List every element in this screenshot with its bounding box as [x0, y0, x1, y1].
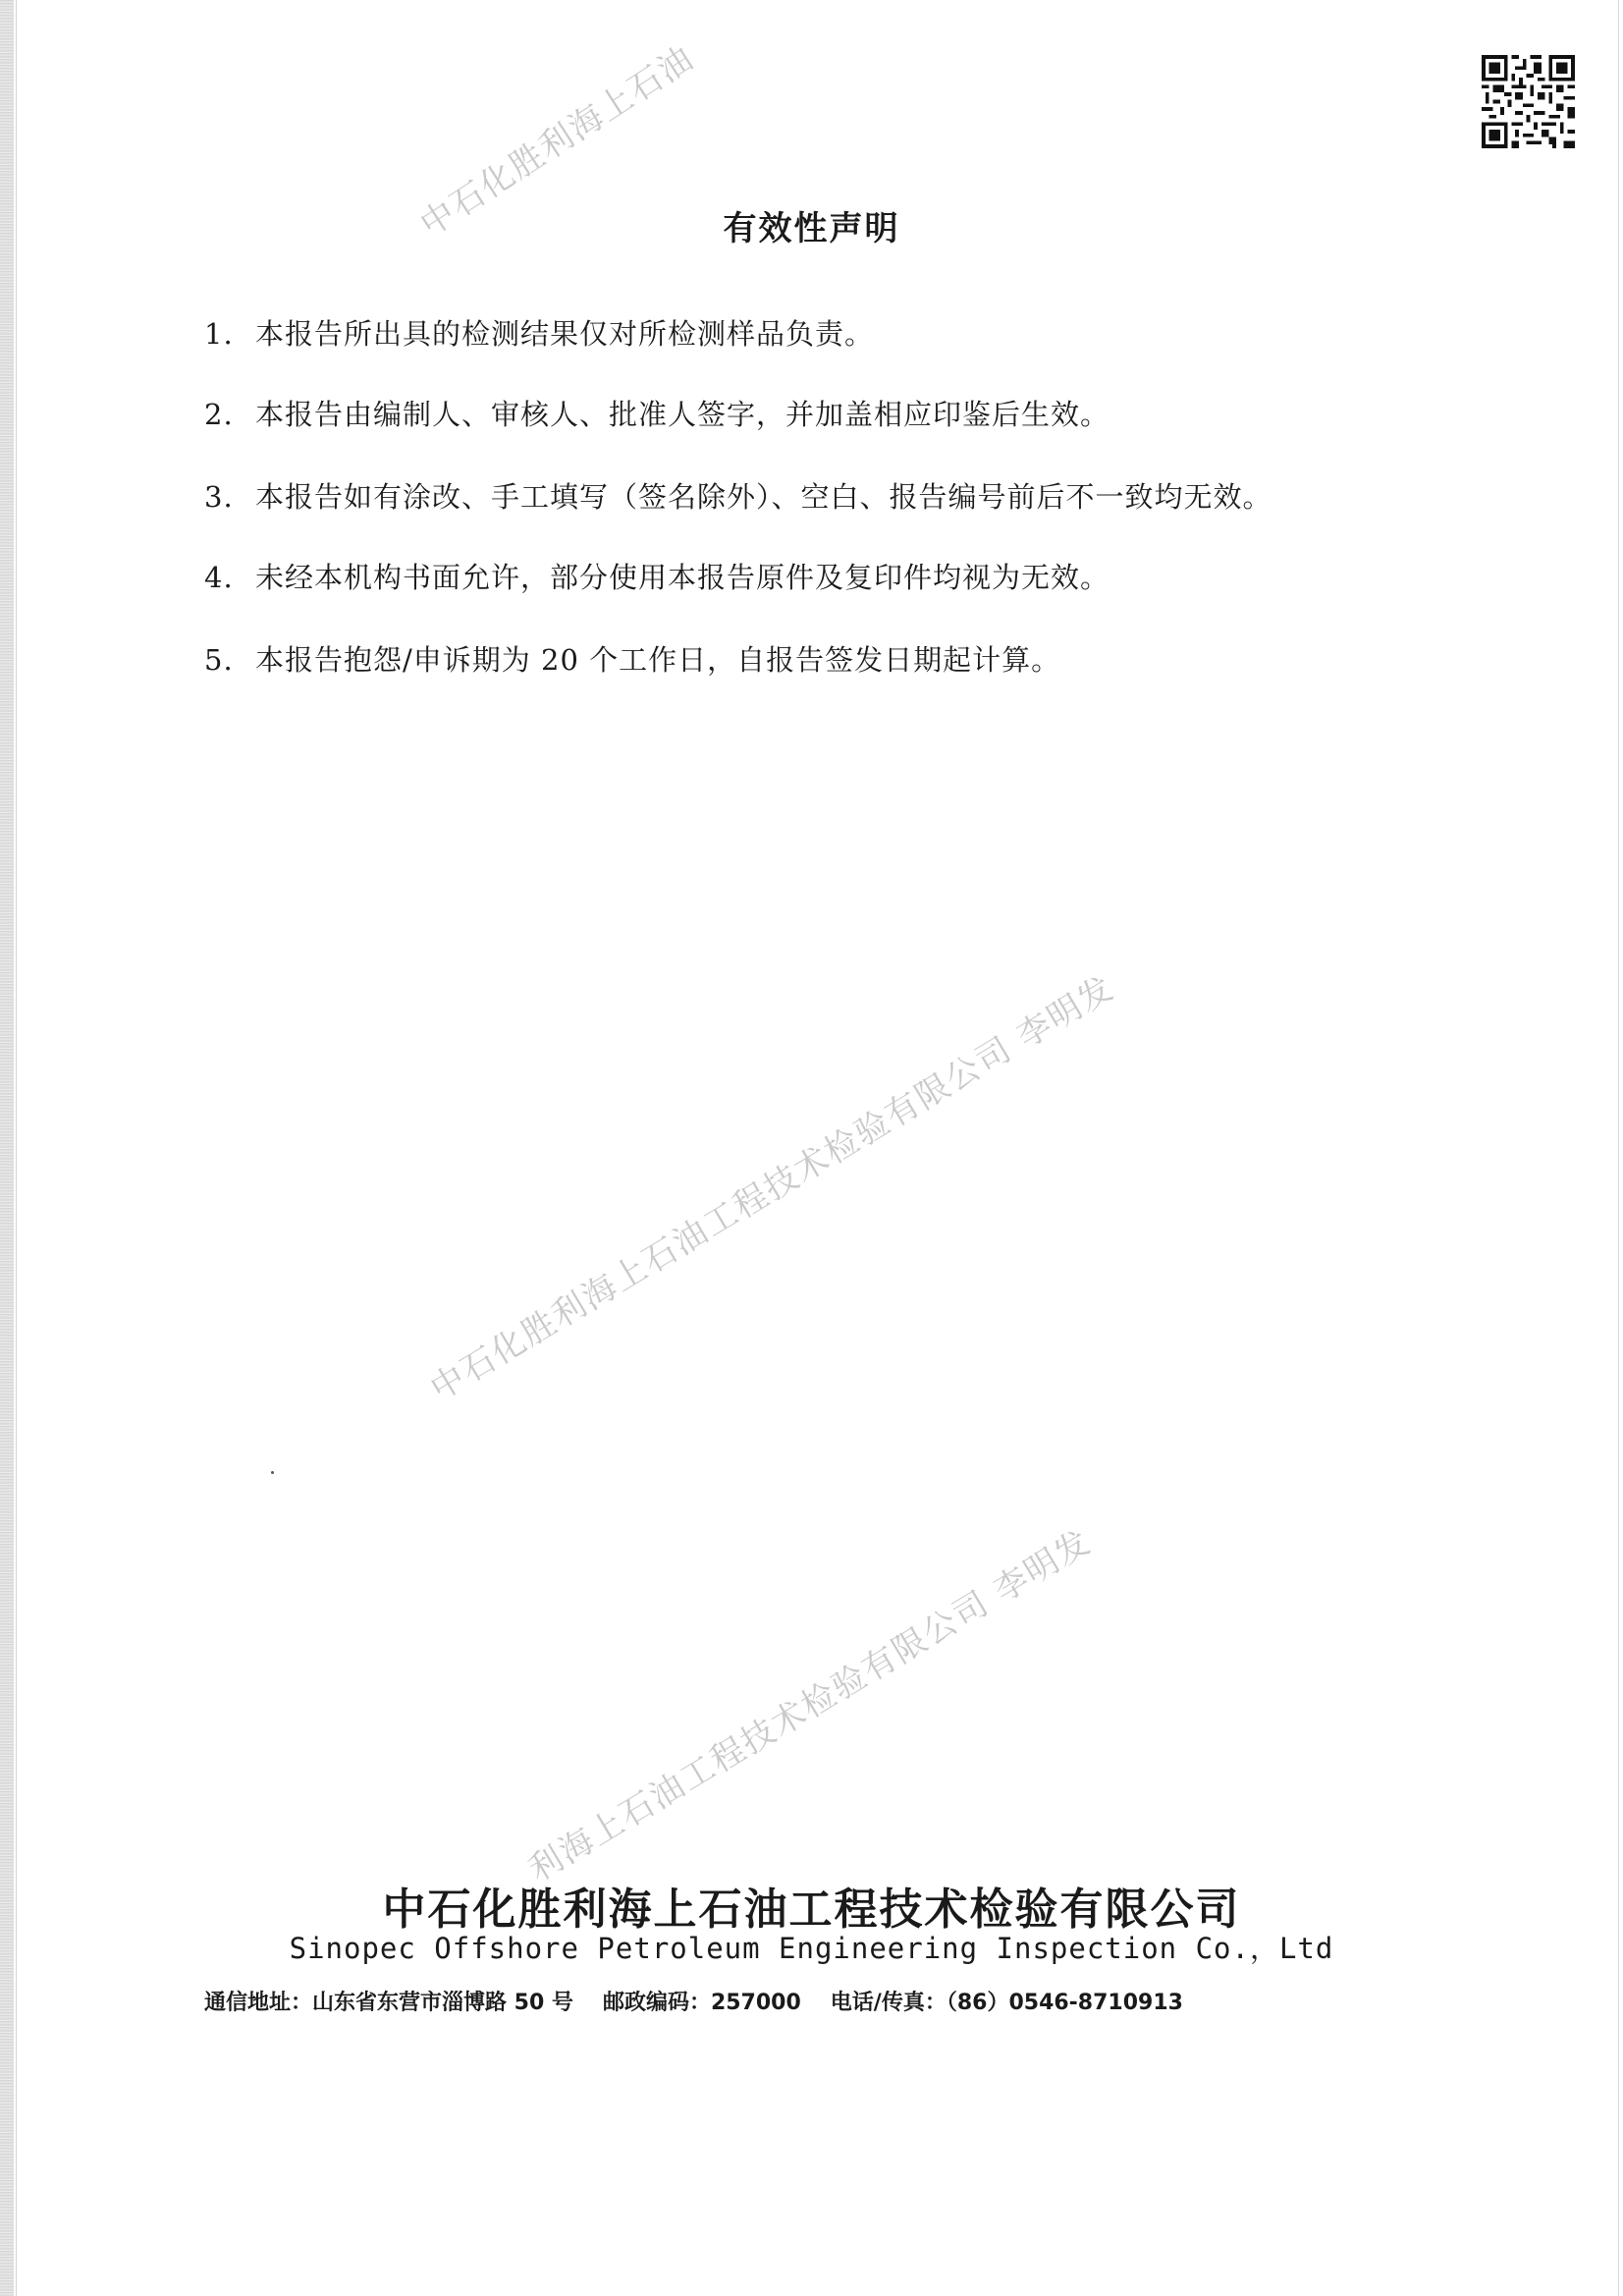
clause-number: 4.: [204, 561, 234, 594]
clause-text: 未经本机构书面允许，部分使用本报告原件及复印件均视为无效。: [255, 561, 1110, 594]
clause-2: [204, 393, 1109, 433]
clause-text: 本报告所出具的检测结果仅对所检测样品负责。: [255, 317, 875, 351]
address: 通信地址：山东省东营市淄博路 50 号: [204, 1991, 573, 2015]
clause-4: [204, 556, 1109, 596]
clause-number: 1.: [204, 317, 234, 351]
clause-text: 本报告如有涂改、手工填写（签名除外）、空白、报告编号前后不一致均无效。: [255, 480, 1272, 514]
postcode: 邮政编码：257000: [602, 1991, 801, 2015]
clause-5: [204, 638, 1060, 679]
watermark-top: 中石化胜利海上石油: [413, 38, 702, 246]
clause-3: [204, 475, 1272, 516]
clause-number: 5.: [204, 643, 234, 677]
company-name-en: Sinopec Offshore Petroleum Engineering Inspection Co.，Ltd: [289, 1932, 1334, 1965]
clause-text: 本报告由编制人、审核人、批准人签字，并加盖相应印鉴后生效。: [255, 398, 1110, 431]
clause-1: [204, 312, 874, 353]
clause-number: 3.: [204, 480, 234, 514]
company-name-cn: 中石化胜利海上石油工程技术检验有限公司: [382, 1885, 1241, 1935]
contact-info: [204, 1986, 1213, 2016]
scan-speck: [271, 1471, 274, 1474]
page-title: 有效性声明: [723, 209, 900, 248]
clause-number: 2.: [204, 398, 234, 431]
watermark-lower: 利海上石油工程技术检验有限公司 李明发: [521, 1522, 1099, 1890]
phone-fax: 电话/传真：（86）0546-8710913: [830, 1991, 1183, 2015]
clause-text: 本报告抱怨/申诉期为 20 个工作日，自报告签发日期起计算。: [255, 643, 1061, 677]
qr-code-icon: [1482, 55, 1575, 148]
watermark-middle: 中石化胜利海上石油工程技术检验有限公司 李明发: [423, 967, 1121, 1409]
